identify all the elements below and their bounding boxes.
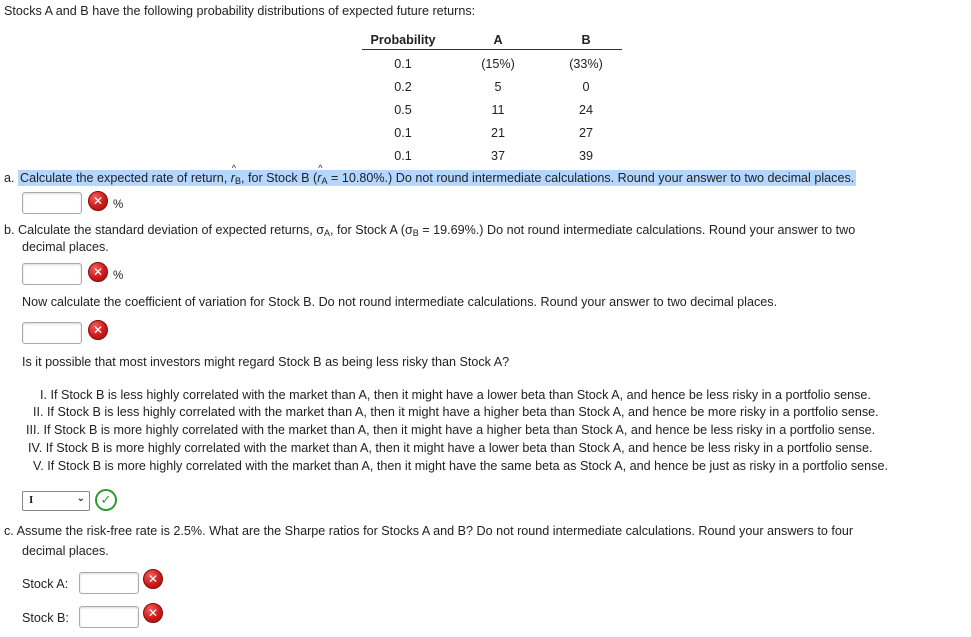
table-cell: 21 xyxy=(490,126,505,140)
list-item: I. If Stock B is less highly correlated with the market than A, then it might have a lower beta than Stock A, and hence be less risky in a portfolio sense. xyxy=(40,388,871,402)
sharpe-b-input[interactable] xyxy=(79,606,139,628)
table-cell: 11 xyxy=(491,103,505,117)
percent-unit: % xyxy=(113,199,124,211)
question-b-text-line-2: decimal places. xyxy=(22,240,109,254)
list-item: IV. If Stock B is more highly correlated with the market than A, then it might have a lower beta than Stock A, and hence be less risky in a portfolio sense. xyxy=(28,441,873,455)
table-cell: 0.1 xyxy=(394,126,412,140)
x-circle-icon: ✕ xyxy=(88,191,108,211)
table-cell: 5 xyxy=(494,80,502,94)
intro-text: Stocks A and B have the following probability distributions of expected future returns: xyxy=(4,4,476,18)
x-circle-icon: ✕ xyxy=(143,569,163,589)
question-b-part-3: = 19.69%.) Do not round intermediate calculations. Round your answer to two xyxy=(418,223,856,237)
stock-a-label: Stock A: xyxy=(22,577,69,591)
table-cell: 0 xyxy=(582,80,590,94)
table-cell: (15%) xyxy=(481,57,515,71)
question-c-label: c. xyxy=(4,524,14,538)
stock-b-label: Stock B: xyxy=(22,611,69,625)
chevron-down-icon: ⌄ xyxy=(76,493,85,504)
table-header-probability: Probability xyxy=(370,33,436,47)
percent-unit: % xyxy=(113,270,124,282)
table-cell: 27 xyxy=(578,126,593,140)
list-item: II. If Stock B is less highly correlated with the market than A, then it might have a higher beta than Stock A, and hence be more risky in a portfolio sense. xyxy=(33,405,879,419)
table-cell: 24 xyxy=(578,103,593,117)
question-c-part-1: Assume the risk-free rate is 2.5%. What are the Sharpe ratios for Stocks A and B? Do not round intermediate calculations. Round your answers to four xyxy=(16,524,854,538)
table-cell: 0.1 xyxy=(394,149,412,163)
question-a-part-3: = 10.80%.) Do not round intermediate calculations. Round your answer to two decimal places. xyxy=(327,171,855,185)
question-a-text xyxy=(4,171,856,186)
r-hat-symbol: r ^ xyxy=(317,171,321,185)
x-circle-icon: ✕ xyxy=(88,320,108,340)
subscript-b: B xyxy=(412,228,419,238)
cv-b-input[interactable] xyxy=(22,322,82,344)
subscript-a: A xyxy=(324,228,331,238)
table-cell: 37 xyxy=(490,149,505,163)
expected-return-b-input[interactable] xyxy=(22,192,82,214)
question-a-part-1: Calculate the expected rate of return, xyxy=(20,171,228,185)
std-dev-a-input[interactable] xyxy=(22,263,82,285)
subscript-b: B xyxy=(234,176,241,186)
list-item: III. If Stock B is more highly correlated with the market than A, then it might have a higher beta than Stock A, and hence be less risky in a portfolio sense. xyxy=(26,423,876,437)
check-circle-icon: ✓ xyxy=(95,489,117,511)
table-cell: 39 xyxy=(578,149,593,163)
cv-question-text: Now calculate the coefficient of variation for Stock B. Do not round intermediate calculations. Round your answer to two decimal places. xyxy=(22,295,778,309)
question-a-label: a. xyxy=(4,171,15,185)
question-a-part-2: , for Stock B ( xyxy=(240,171,318,185)
question-b-text xyxy=(4,223,855,238)
risk-answer-select[interactable] xyxy=(22,491,90,511)
table-cell: 0.5 xyxy=(394,103,412,117)
table-header-b: B xyxy=(581,33,591,47)
question-b-part-1: Calculate the standard deviation of expected returns, σ xyxy=(18,223,325,237)
x-circle-icon: ✕ xyxy=(88,262,108,282)
question-b-part-2: , for Stock A (σ xyxy=(330,223,413,237)
question-b-label: b. xyxy=(4,223,15,237)
r-hat-symbol: r ^ xyxy=(231,171,235,185)
subscript-a: A xyxy=(321,176,328,186)
risk-question-text: Is it possible that most investors might regard Stock B as being less risky than Stock A? xyxy=(22,355,510,369)
x-circle-icon: ✕ xyxy=(143,603,163,623)
table-cell: 0.1 xyxy=(394,57,412,71)
table-cell: 0.2 xyxy=(394,80,412,94)
sharpe-a-input[interactable] xyxy=(79,572,139,594)
selected-value: I xyxy=(29,494,34,506)
question-c-text xyxy=(4,524,853,538)
list-item: V. If Stock B is more highly correlated with the market than A, then it might have the same beta as Stock A, and hence be just as risky in a portfolio sense. xyxy=(33,459,888,473)
question-a-highlight xyxy=(18,170,856,186)
table-header-a: A xyxy=(493,33,503,47)
question-c-text-line-2: decimal places. xyxy=(22,544,109,558)
table-header-rule xyxy=(362,49,622,50)
table-cell: (33%) xyxy=(569,57,603,71)
